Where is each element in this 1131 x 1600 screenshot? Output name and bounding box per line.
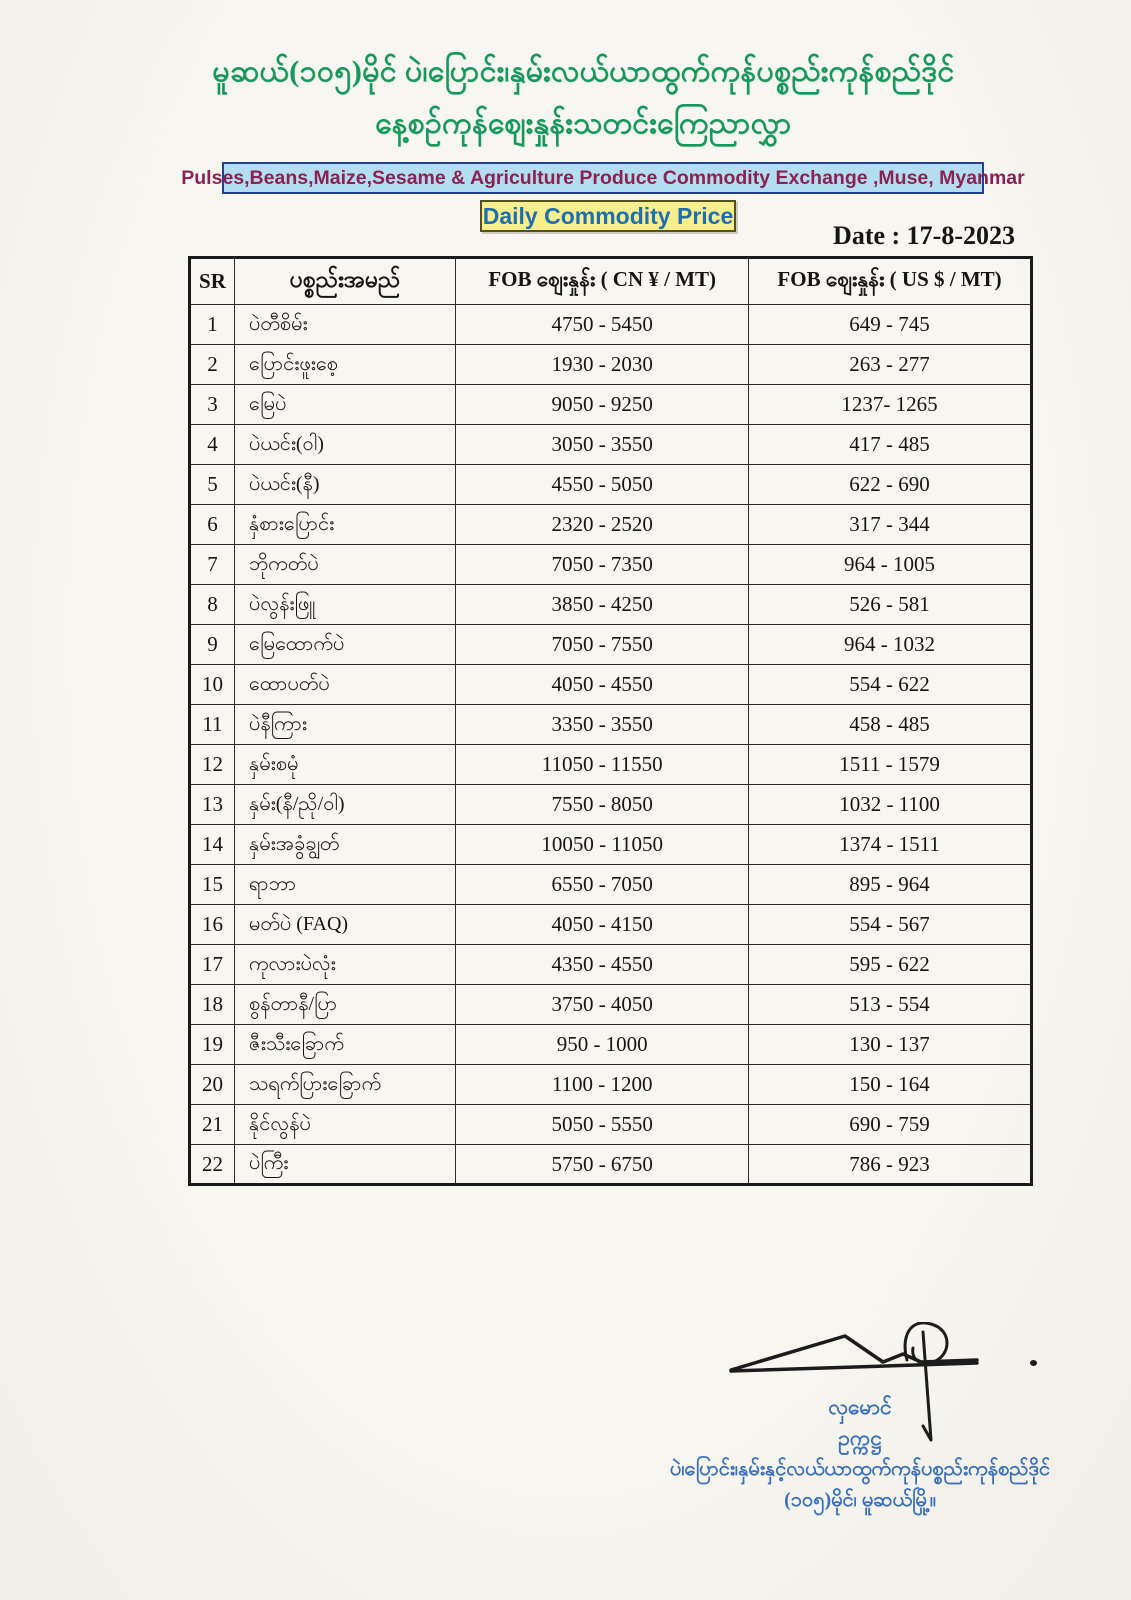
table-row <box>190 1145 1032 1185</box>
commodity-name-cell: ပဲလွန်းဖြူ <box>234 585 455 625</box>
usd-price-cell: 1374 - 1511 <box>749 825 1032 865</box>
usd-price-cell: 895 - 964 <box>749 865 1032 905</box>
cny-price-cell: 11050 - 11550 <box>456 745 749 785</box>
daily-commodity-price-banner <box>480 200 736 232</box>
sr-cell: 2 <box>190 345 235 385</box>
usd-price-cell: 622 - 690 <box>749 465 1032 505</box>
cny-price-cell: 4550 - 5050 <box>456 465 749 505</box>
signatory-role: ဥက္ကဋ္ဌ <box>838 1426 882 1450</box>
cny-price-cell: 4050 - 4550 <box>456 665 749 705</box>
commodity-name-cell: ပဲနီကြား <box>234 705 455 745</box>
table-row <box>190 825 1032 865</box>
sr-cell: 1 <box>190 305 235 345</box>
header-sr: SR <box>190 258 235 305</box>
daily-commodity-price-text: Daily Commodity Price <box>482 202 734 229</box>
table-row <box>190 345 1032 385</box>
sr-cell: 10 <box>190 665 235 705</box>
price-table-header <box>190 258 1032 305</box>
signature-pen-dot <box>1030 1360 1037 1366</box>
sr-cell: 18 <box>190 985 235 1025</box>
usd-price-cell: 317 - 344 <box>749 505 1032 545</box>
table-row <box>190 705 1032 745</box>
cny-price-cell: 1100 - 1200 <box>456 1065 749 1105</box>
date-label: Date : 17-8-2023 <box>833 221 1015 250</box>
usd-price-cell: 554 - 622 <box>749 665 1032 705</box>
usd-price-cell: 417 - 485 <box>749 425 1032 465</box>
title-burmese-line2: နေ့စဉ်ကုန်ဈေးနှုန်းသတင်းကြေညာလွှာ <box>375 107 792 140</box>
cny-price-cell: 9050 - 9250 <box>456 385 749 425</box>
usd-price-cell: 786 - 923 <box>749 1145 1032 1185</box>
commodity-name-cell: မြေပဲ <box>234 385 455 425</box>
table-row <box>190 1065 1032 1105</box>
cny-price-cell: 3350 - 3550 <box>456 705 749 745</box>
cny-price-cell: 4050 - 4150 <box>456 905 749 945</box>
sr-cell: 20 <box>190 1065 235 1105</box>
sr-cell: 4 <box>190 425 235 465</box>
table-row <box>190 1105 1032 1145</box>
commodity-name-cell: ထောပတ်ပဲ <box>234 665 455 705</box>
commodity-name-cell: စွန်တာနီ/ပြာ <box>234 985 455 1025</box>
sr-cell: 22 <box>190 1145 235 1185</box>
table-row <box>190 505 1032 545</box>
cny-price-cell: 4350 - 4550 <box>456 945 749 985</box>
commodity-name-cell: ဇီးသီးခြောက် <box>234 1025 455 1065</box>
header-fob-cny: FOB ဈေးနှုန်း ( CN ¥ / MT) <box>456 258 749 305</box>
table-row <box>190 385 1032 425</box>
table-row <box>190 425 1032 465</box>
commodity-name-cell: မြေထောက်ပဲ <box>234 625 455 665</box>
cny-price-cell: 2320 - 2520 <box>456 505 749 545</box>
table-row <box>190 625 1032 665</box>
sr-cell: 14 <box>190 825 235 865</box>
usd-price-cell: 130 - 137 <box>749 1025 1032 1065</box>
usd-price-cell: 1511 - 1579 <box>749 745 1032 785</box>
signature-block <box>590 1392 1130 1516</box>
header-fob-usd: FOB ဈေးနှုန်း ( US $ / MT) <box>749 258 1032 305</box>
usd-price-cell: 263 - 277 <box>749 345 1032 385</box>
cny-price-cell: 7050 - 7550 <box>456 625 749 665</box>
usd-price-cell: 690 - 759 <box>749 1105 1032 1145</box>
table-row <box>190 545 1032 585</box>
table-row <box>190 1025 1032 1065</box>
table-row <box>190 665 1032 705</box>
cny-price-cell: 6550 - 7050 <box>456 865 749 905</box>
sr-cell: 16 <box>190 905 235 945</box>
cny-price-cell: 5050 - 5550 <box>456 1105 749 1145</box>
table-row <box>190 785 1032 825</box>
sr-cell: 15 <box>190 865 235 905</box>
table-row <box>190 745 1032 785</box>
commodity-name-cell: သရက်ပြားခြောက် <box>234 1065 455 1105</box>
usd-price-cell: 554 - 567 <box>749 905 1032 945</box>
price-table-body <box>190 305 1032 1185</box>
commodity-name-cell: ကုလားပဲလုံး <box>234 945 455 985</box>
sr-cell: 21 <box>190 1105 235 1145</box>
table-row <box>190 905 1032 945</box>
usd-price-cell: 1237- 1265 <box>749 385 1032 425</box>
cny-price-cell: 10050 - 11050 <box>456 825 749 865</box>
commodity-name-cell: ပဲတီစိမ်း <box>234 305 455 345</box>
sr-cell: 7 <box>190 545 235 585</box>
sr-cell: 6 <box>190 505 235 545</box>
signatory-location: (၁၀၅)မိုင်၊ မူဆယ်မြို့။ <box>784 1489 936 1511</box>
commodity-name-cell: နှမ်းအခွံချွတ် <box>234 825 455 865</box>
commodity-name-cell: ပဲကြီး <box>234 1145 455 1185</box>
table-row <box>190 585 1032 625</box>
table-row <box>190 305 1032 345</box>
usd-price-cell: 595 - 622 <box>749 945 1032 985</box>
commodity-name-cell: နှမ်း(နီ/ညို/ဝါ) <box>234 785 455 825</box>
table-row <box>190 865 1032 905</box>
cny-price-cell: 3750 - 4050 <box>456 985 749 1025</box>
usd-price-cell: 513 - 554 <box>749 985 1032 1025</box>
sr-cell: 11 <box>190 705 235 745</box>
usd-price-cell: 526 - 581 <box>749 585 1032 625</box>
usd-price-cell: 964 - 1005 <box>749 545 1032 585</box>
exchange-name-banner <box>181 162 1025 194</box>
commodity-name-cell: ပဲယင်း(နီ) <box>234 465 455 505</box>
usd-price-cell: 458 - 485 <box>749 705 1032 745</box>
usd-price-cell: 150 - 164 <box>749 1065 1032 1105</box>
table-row <box>190 945 1032 985</box>
signatory-organization: ပဲ၊ပြောင်း၊နှမ်းနှင့်လယ်ယာထွက်ကုန်ပစ္စည်းကုန်စည်ဒိုင် <box>669 1458 1051 1480</box>
commodity-name-cell: ဘိုကတ်ပဲ <box>234 545 455 585</box>
header-row <box>190 258 1032 305</box>
commodity-name-cell: နှမ်းစမုံ <box>234 745 455 785</box>
sr-cell: 5 <box>190 465 235 505</box>
cny-price-cell: 3050 - 3550 <box>456 425 749 465</box>
header-commodity: ပစ္စည်းအမည် <box>234 258 455 305</box>
sr-cell: 17 <box>190 945 235 985</box>
cny-price-cell: 1930 - 2030 <box>456 345 749 385</box>
document-title-block <box>0 46 1131 150</box>
usd-price-cell: 649 - 745 <box>749 305 1032 345</box>
sr-cell: 12 <box>190 745 235 785</box>
commodity-name-cell: မတ်ပဲ (FAQ) <box>234 905 455 945</box>
commodity-name-cell: ပဲယင်း(ဝါ) <box>234 425 455 465</box>
commodity-name-cell: နိုင်လွန်ပဲ <box>234 1105 455 1145</box>
exchange-name-text: Pulses,Beans,Maize,Sesame & Agriculture Produce Commodity Exchange ,Muse, Myanmar <box>181 166 1025 189</box>
signatory-name: လှမောင် <box>828 1395 892 1419</box>
usd-price-cell: 1032 - 1100 <box>749 785 1032 825</box>
cny-price-cell: 7550 - 8050 <box>456 785 749 825</box>
commodity-price-table <box>188 256 1033 1186</box>
sr-cell: 3 <box>190 385 235 425</box>
sr-cell: 13 <box>190 785 235 825</box>
title-burmese-line1: မူဆယ်(၁၀၅)မိုင် ပဲ၊ပြောင်း၊နှမ်းလယ်ယာထွက်ကုန်ပစ္စည်းကုန်စည်ဒိုင် <box>212 55 955 88</box>
sr-cell: 8 <box>190 585 235 625</box>
sr-cell: 9 <box>190 625 235 665</box>
commodity-name-cell: နှံစားပြောင်း <box>234 505 455 545</box>
commodity-name-cell: ပြောင်းဖူးစေ့ <box>234 345 455 385</box>
cny-price-cell: 7050 - 7350 <box>456 545 749 585</box>
table-row <box>190 985 1032 1025</box>
commodity-name-cell: ရာဘာ <box>234 865 455 905</box>
sr-cell: 19 <box>190 1025 235 1065</box>
cny-price-cell: 3850 - 4250 <box>456 585 749 625</box>
cny-price-cell: 5750 - 6750 <box>456 1145 749 1185</box>
cny-price-cell: 4750 - 5450 <box>456 305 749 345</box>
table-row <box>190 465 1032 505</box>
usd-price-cell: 964 - 1032 <box>749 625 1032 665</box>
cny-price-cell: 950 - 1000 <box>456 1025 749 1065</box>
